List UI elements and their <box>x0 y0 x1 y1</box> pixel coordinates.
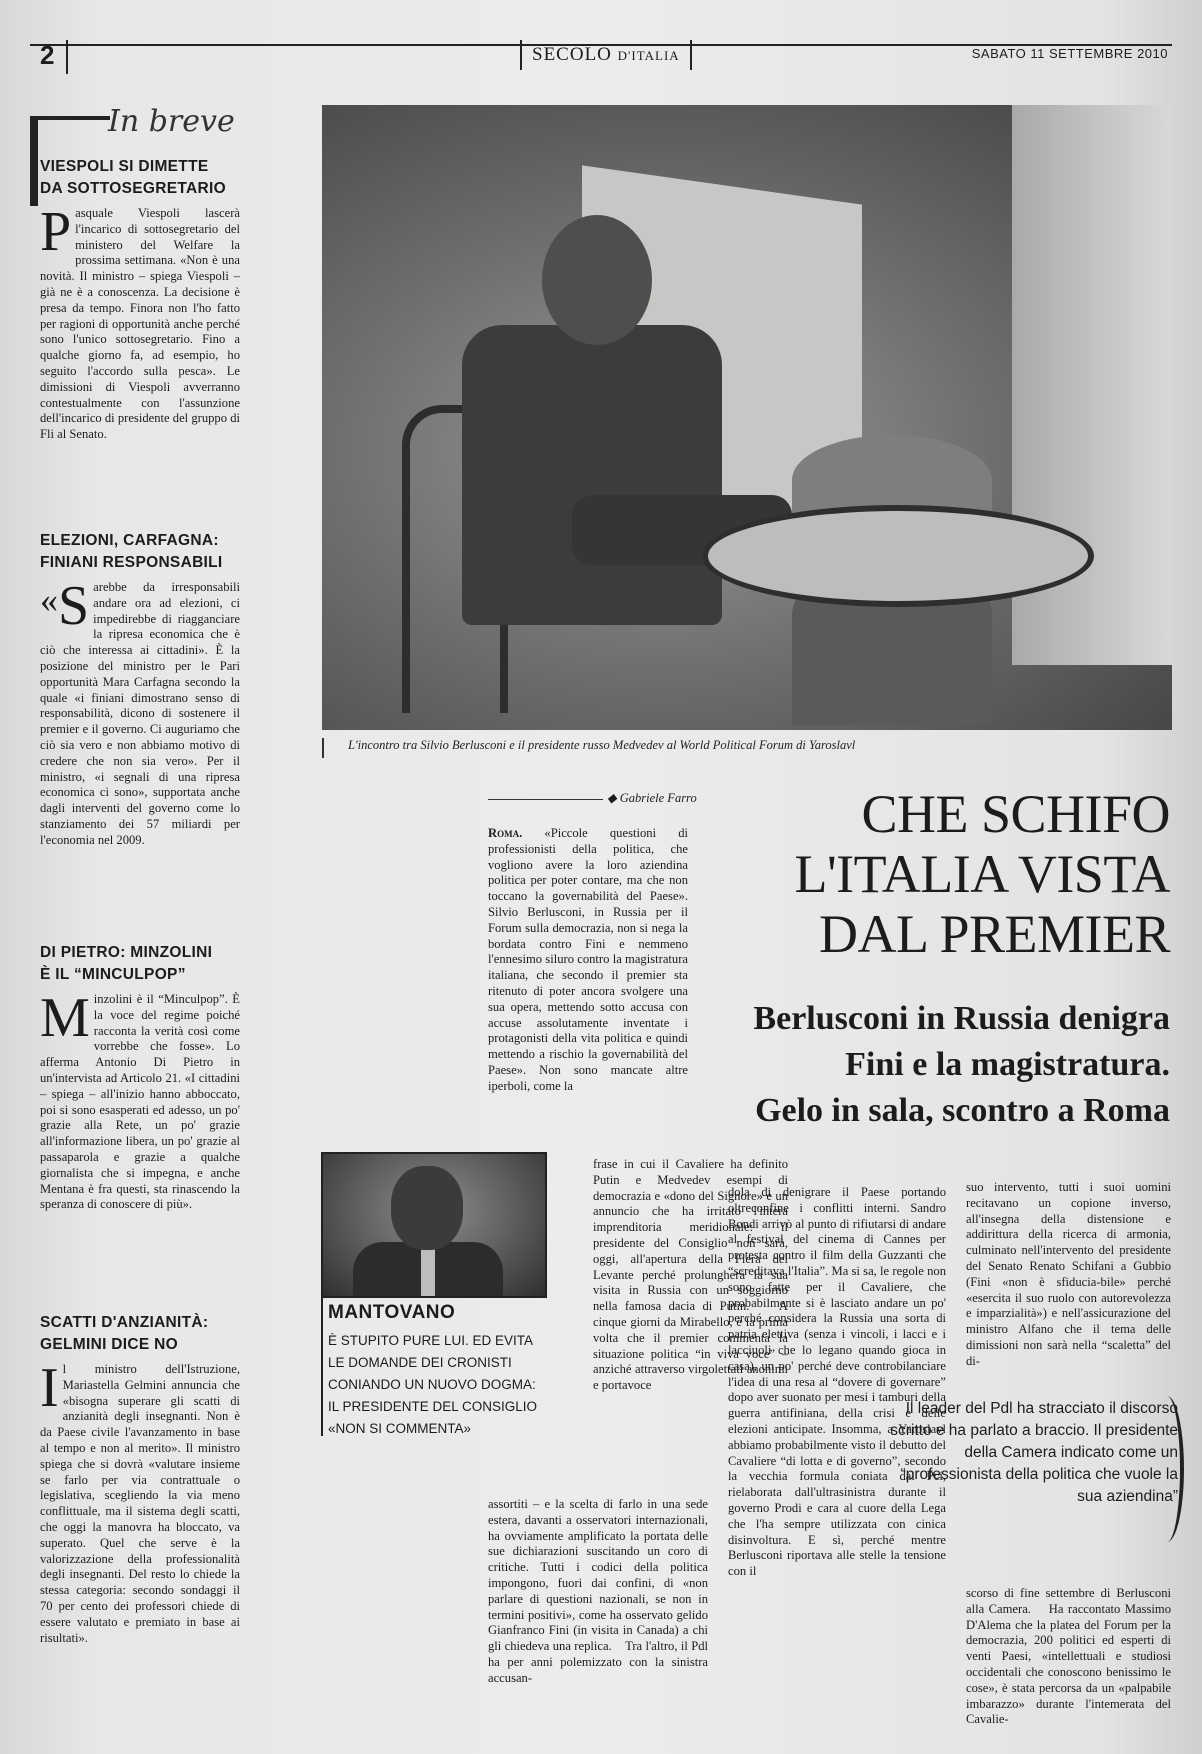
inset-name: MANTOVANO <box>328 1302 456 1323</box>
drop-cap: M <box>40 987 90 1049</box>
brief-rule-top <box>30 116 110 120</box>
brief-story-gelmini <box>40 1312 240 1646</box>
brief-rule-side <box>30 116 38 206</box>
photo-seated-man <box>462 325 722 625</box>
article-column-1-middle: frase in cui il Cavaliere ha definito Putin e Medvedev esempi di democrazia e «dono del Signore» e un annuncio che ha irritato l'intera imprenditoria meridionale: il presidente del Consiglio non sarà, oggi, all'apertura della Fiera del Levante perché prolungherà la sua visita in Russia con un soggiorno nella famosa dacia di Putin. A cinque giorni da Mirabello, è la prima volta che il premier commenta la situazione politica “in viva voce” – anziché attraverso virgolettati anonimi e portavoce <box>593 1157 788 1393</box>
story-body: Il ministro dell'Istruzione, Mariastella Gelmini annuncia che «bisogna superare gli scatti di anzianità degli insegnanti. Non è da Paese civile l'avanzamento in base al tempo e non al merito». Il ministro spiega che si dovrà «valutare insieme se farlo per via contrattuale o legislativa, scegliendo la via meno conflittuale, ma il sistema degli scatti, che oggi la manovra ha bloccato, va superato. Quel che serve è la valorizzazione della professionalità degli insegnanti. Del resto lo chiede la stessa categoria: secondo sondaggi il 70 per cento dei professori chiede di essere valutato e premiato in base ai risultati». <box>40 1357 240 1645</box>
article-column-3-bottom: scorso di fine settembre di Berlusconi alla Camera. Ha raccontato Massimo D'Alema che la platea del Forum per la democrazia, 200 politici ed esperti di venti Paesi, «intellettuali e studiosi occidentali che conoscono benissimo le cose», è stata percorsa da un «palpabile imbarazzo» durante l'intemerata del Cavalie- <box>966 1586 1171 1727</box>
brief-story-viespoli <box>40 156 240 443</box>
byline-rule <box>488 799 603 800</box>
drop-cap: S <box>58 575 90 637</box>
byline-author: Gabriele Farro <box>619 791 697 805</box>
article-column-1-top: Roma. «Piccole questioni di professionisti della politica, che vogliono avere la loro aziendina politica per poter contare, ma che non toccano la governabilità del Paese». Silvio Berlusconi, in Russia per il Forum sulla democrazia, non si nega la bordata contro Fini e nemmeno l'ennesimo siluro contro la magistratura italiana, che secondo il premier sta ritenuto di poter ancora svolgere una sua opera, mettendo sotto accusa con accuse assolutamente inventate i protagonisti della vita politica e quindi mettendo a rischio la governabilità del Paese». Non sono mancate altre iperboli, come la <box>488 826 688 1093</box>
photo-head <box>542 215 652 345</box>
main-photo <box>322 105 1172 730</box>
story-body: Minzolini è il “Minculpop”. È la voce del regime poiché racconta la verità così come vorrebbe che fosse». Lo afferma Antonio Di Pietro in un'intervista ad Articolo 21. «I cittadini – spiega – all'inizio hanno abboccato, poi si sono esasperati ed adesso, un po' grazie alla Rete, un po' grazie all'informazione libera, un po' grazie al passaparola e grazie a qualche giornalista che si impegna, e anche Mentana è fra questi, sta rinascendo la speranza di conoscere di più». <box>40 987 240 1212</box>
article-column-2: dola di denigrare il Paese portando oltreconfine i conflitti interni. Sandro Bondi arrivò al punto di rifiutarsi di andare al festival del cinema di Cannes per protesta contro il film della Guzzanti che “screditava l'Italia”. Ma si sa, le regole non sono fatte per il Cavaliere, che probabilmente si è lasciato andare un po' perché considera la Russia una sorta di patria elettiva (senza i vincoli, i lacci e i lacciuoli che lo legano quando gioca in casa), un po' perché deve controbilanciare l'idea di una resa al “dovere di governare” dopo aver suonato per mesi i tamburi della guerra antifiniana, della crisi e delle elezioni anticipate. Insomma, a Yaroslavl abbiamo probabilmente visto il debutto del Cavaliere “di lotta e di governo”, secondo la vecchia formula coniata dal Pci, rielaborata dall'ultrasinistra durante il governo Prodi e cara al cuore della Lega che l'ha sempre utilizzata con cinica disinvoltura. E sì, perché mentre Berlusconi riportava alle stelle la tensione con il <box>728 1185 946 1579</box>
caption-rule <box>322 738 324 758</box>
dateline: Roma. <box>488 826 523 840</box>
story-body: « S arebbe da irresponsabili andare ora ad elezioni, ci impedirebbe di riagganciare la ripresa economica che è ciò che interessa ai cittadini». È la posizione del ministro per le Pari opportunità Mara Carfagna secondo la quale «i finiani dimostrano senso di responsabilità, dicono di sostenere il premier e il governo. Ci auguriamo che ciò sia vero e non abbiamo motivo di credere che non sia vero». Per il ministro, «i segnali di una ripresa economica ci sono», supportata anche dagli interventi del governo come lo stanziamento dei 57 miliardi per l'economia nel 2009. <box>40 575 240 847</box>
photo-caption: L'incontro tra Silvio Berlusconi e il presidente russo Medvedev al World Political Forum di Yaroslavl <box>348 738 856 752</box>
open-quote: « <box>40 580 58 620</box>
drop-cap: I <box>40 1357 59 1419</box>
photo-round-table <box>702 505 1094 607</box>
article-column-1-bottom: assortiti – e la scelta di farlo in una sede estera, davanti a osservatori internazionali, ha ovviamente amplificato la portata delle sue dichiarazioni suscitando un coro di critiche. Tutti i codici della politica impongono, fuori dai confini, di «non parlare di questioni nazionali, se non in termini positivi», come ha osservato gelido Gianfranco Fini (in visita in Canada) a chi gli chiedeva una replica. Tra l'altro, il Pdl ha per anni polemizzato con la sinistra accusan- <box>488 1497 708 1685</box>
inset-photo <box>321 1152 547 1298</box>
page-number: 2 <box>32 40 68 74</box>
inset-tie <box>421 1249 435 1298</box>
brief-story-dipietro <box>40 942 240 1213</box>
masthead-suffix: D'ITALIA <box>617 48 680 63</box>
story-headline: VIESPOLI SI DIMETTE DA SOTTOSEGRETARIO <box>40 158 226 197</box>
drop-cap: P <box>40 201 72 263</box>
story-headline: DI PIETRO: MINZOLINI È IL “MINCULPOP” <box>40 944 213 983</box>
byline: ◆ Gabriele Farro <box>488 790 697 806</box>
brief-story-carfagna <box>40 530 240 849</box>
masthead-title: SECOLO <box>532 44 612 65</box>
article-column-3-top: suo intervento, tutti i suoi uomini recitavano un copione inverso, all'insegna della distensione e addirittura della ricerca di armonia, culminato nell'intervento del presidente del Senato Renato Schifani a Gubbio (Fini «non è sfiducia-bile» perché «esercita il suo ruolo con autorevolezza e imparzialità») e nell'assicurazione del ministro Alfano che il tema delle dimissioni non sarà nella “scaletta” del di- <box>966 1180 1171 1368</box>
pull-quote: Il leader del Pdl ha stracciato il discorso scritto e ha parlato a braccio. Il presidente della Camera indicato come un “professionista della politica che vuole la sua aziendina” <box>890 1400 1178 1505</box>
brief-section-label: In breve <box>108 104 235 139</box>
story-body: Pasquale Viespoli lascerà l'incarico di sottosegretario del ministero del Welfare la prossima settimana. «Non è una novità. Il ministro – spiega Viespoli – già ne è a conoscenza. La decisione è presa da tempo. Finora non l'ho fatto per ragioni di opportunità anche perché sono l'unico sottosegretario. Fino a qualche giorno fa, ad esempio, ho seguito l'accordo sulla pesca». Le dimissioni di Viespoli avverranno contestualmente con l'assunzione dell'incarico di presidente del gruppo di Fli al Senato. <box>40 201 240 442</box>
story-headline: ELEZIONI, CARFAGNA: FINIANI RESPONSABILI <box>40 532 223 571</box>
masthead <box>520 40 692 70</box>
article-subtitle: Berlusconi in Russia denigra Fini e la magistratura. Gelo in sala, scontro a Roma <box>753 1000 1170 1129</box>
inset-text: È STUPITO PURE LUI. ED EVITA LE DOMANDE DEI CRONISTI CONIANDO UN NUOVO DOGMA: IL PRESIDENTE DEL CONSIGLIO «NON SI COMMENTA» <box>328 1333 538 1436</box>
inset-head <box>391 1166 463 1250</box>
article-title: CHE SCHIFO L'ITALIA VISTA DAL PREMIER <box>794 784 1170 964</box>
issue-date: SABATO 11 SETTEMBRE 2010 <box>971 46 1168 61</box>
story-headline: SCATTI D'ANZIANITÀ: GELMINI DICE NO <box>40 1314 209 1353</box>
pull-quote-arc <box>1150 1396 1184 1542</box>
